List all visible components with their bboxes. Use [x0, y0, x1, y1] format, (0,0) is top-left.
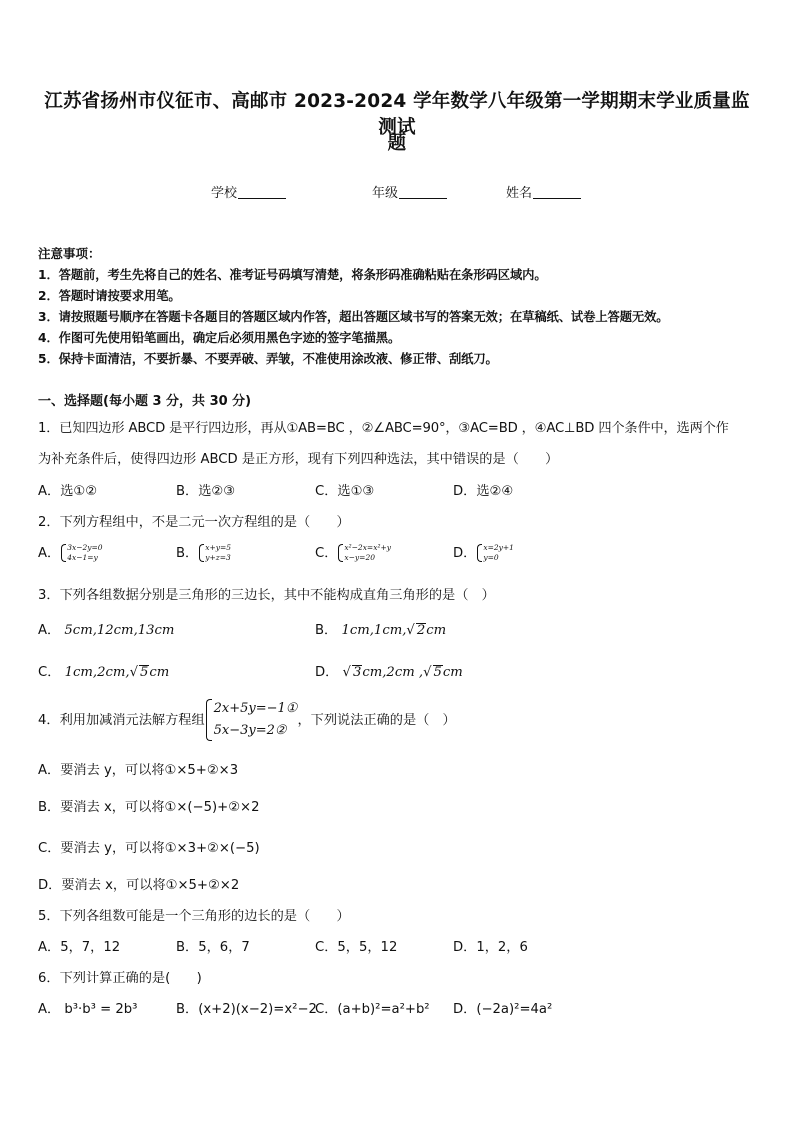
equation: 3x−2y=0 [67, 543, 103, 552]
q3-stem: 3．下列各组数据分别是三角形的三边长，其中不能构成直角三角形的是（ ） [38, 588, 495, 603]
equation-system [476, 543, 514, 563]
option-label: D． [315, 665, 339, 680]
equation-system [337, 543, 391, 563]
note-item: 2．答题时请按要求用笔。 [38, 289, 181, 303]
note-item: 4．作图可先使用铅笔画出，确定后必须用黑色字迹的签字笔描黑。 [38, 331, 401, 345]
radicand: 5 [433, 665, 442, 680]
q4-option-d: D．要消去 x，可以将①×5+②×2 [38, 878, 240, 893]
q3-option-a [38, 619, 174, 638]
school-label: 学校 [211, 186, 238, 201]
q4-stem [38, 698, 456, 742]
math-expression: 5cm,12cm,13cm [64, 623, 175, 638]
section-title: 一、选择题(每小题 3 分，共 30 分) [38, 394, 252, 409]
sqrt-icon: √ [423, 665, 432, 680]
q1-option-d: D．选②④ [453, 484, 514, 499]
option-label: A． [38, 623, 61, 638]
q1-option-b: B．选②③ [176, 484, 236, 499]
q6-option-a: A． b³·b³ = 2b³ [38, 1002, 138, 1017]
equation: x²−2x=x²+y [344, 543, 391, 552]
school-blank [238, 186, 286, 199]
sqrt-icon: √ [406, 623, 415, 638]
math-unit: cm [149, 665, 170, 680]
grade-field [372, 182, 447, 201]
name-field [506, 182, 581, 201]
q5-option-b: B．5，6，7 [176, 940, 250, 955]
radicand: 2 [416, 623, 426, 638]
sqrt-icon: √ [342, 665, 351, 680]
option-label: B． [176, 546, 199, 561]
radicand: 5 [139, 665, 149, 680]
q5-stem: 5．下列各组数可能是一个三角形的边长的是（ ） [38, 909, 350, 924]
q3-option-d [315, 661, 463, 680]
option-label: C． [315, 546, 338, 561]
equation: y+z=3 [205, 553, 231, 562]
equation: x−y=20 [344, 553, 375, 562]
q2-option-c [315, 542, 391, 563]
q4-stem-pre: 4．利用加减消元法解方程组 [38, 713, 205, 728]
q1-stem-line2: 为补充条件后，使得四边形 ABCD 是正方形，现有下列四种选法，其中错误的是（ ） [38, 452, 559, 467]
math-expression: cm,2cm , [362, 665, 424, 680]
note-item: 5．保持卡面清洁，不要折暴、不要弄破、弄皱，不准使用涂改液、修正带、刮纸刀。 [38, 352, 498, 366]
notes-title: 注意事项： [38, 246, 101, 261]
option-label: A． [38, 546, 61, 561]
equation: 4x−1=y [67, 553, 98, 562]
q4-stem-post: ，下列说法正确的是（ ） [297, 713, 456, 728]
equation: 5x−3y=2② [213, 723, 287, 738]
equation-system [60, 543, 102, 563]
equation: x+y=5 [205, 543, 232, 552]
note-item: 3．请按照题号顺序在答题卡各题目的答题区域内作答，超出答题区域书写的答案无效；在草稿纸、试卷上答题无效。 [38, 310, 669, 324]
q4-option-a: A．要消去 y，可以将①×5+②×3 [38, 763, 239, 778]
grade-blank [399, 186, 447, 199]
q6-option-b: B．(x+2)(x−2)=x²−2 [176, 1002, 317, 1017]
grade-label: 年级 [372, 186, 399, 201]
math-unit: cm [426, 623, 447, 638]
equation-system [198, 543, 231, 563]
math-expression: 1cm,1cm, [341, 623, 407, 638]
q3-option-b [315, 619, 446, 638]
option-label: B． [315, 623, 338, 638]
equation: 2x+5y=−1① [213, 701, 298, 716]
math-expression: 1cm,2cm, [64, 665, 130, 680]
q5-option-c: C．5，5，12 [315, 940, 398, 955]
option-label: C． [38, 665, 61, 680]
name-blank [533, 186, 581, 199]
q1-option-a: A．选①② [38, 484, 98, 499]
q2-option-b [176, 542, 231, 563]
school-field [211, 182, 286, 201]
q2-stem: 2．下列方程组中，不是二元一次方程组的是（ ） [38, 515, 350, 530]
q1-option-c: C．选①③ [315, 484, 375, 499]
q4-option-b: B．要消去 x，可以将①×(−5)+②×2 [38, 800, 260, 815]
q6-stem: 6．下列计算正确的是( ) [38, 971, 202, 986]
math-unit: cm [442, 665, 463, 680]
sqrt-icon: √ [129, 665, 138, 680]
q2-option-a [38, 542, 103, 563]
q3-option-c [38, 661, 169, 680]
equation-system [205, 698, 298, 742]
note-item: 1．答题前，考生先将自己的姓名、准考证号码填写清楚，将条形码准确粘贴在条形码区域内。 [38, 268, 547, 282]
equation: x=2y+1 [483, 543, 514, 552]
radicand: 3 [352, 665, 362, 680]
q4-option-c: C．要消去 y，可以将①×3+②×(−5) [38, 841, 260, 856]
exam-title-line2: 题 [387, 133, 407, 154]
q6-option-c: C．(a+b)²=a²+b² [315, 1002, 430, 1017]
option-label: D． [453, 546, 477, 561]
q6-option-d: D．(−2a)²=4a² [453, 1002, 553, 1017]
q5-option-d: D．1，2，6 [453, 940, 528, 955]
exam-title-line1: 江苏省扬州市仪征市、高邮市 2023-2024 学年数学八年级第一学期期末学业质量监测试 [44, 91, 750, 138]
q2-option-d [453, 542, 514, 563]
q1-stem-line1: 1．已知四边形 ABCD 是平行四边形，再从①AB=BC ，②∠ABC=90°，③AC=BD ，④AC⊥BD 四个条件中，选两个作 [38, 421, 729, 436]
equation: y=0 [483, 553, 499, 562]
name-label: 姓名 [506, 186, 533, 201]
q5-option-a: A．5，7，12 [38, 940, 121, 955]
